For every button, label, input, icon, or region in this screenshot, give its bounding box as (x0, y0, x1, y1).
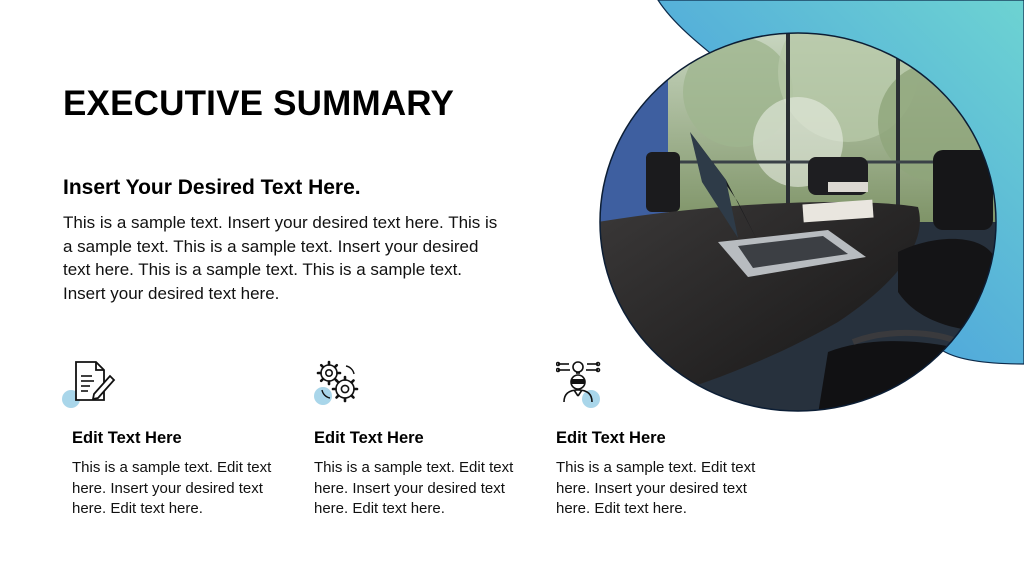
idea-person-icon (556, 358, 616, 414)
card-title: Edit Text Here (556, 429, 666, 447)
card-text: This is a sample text. Edit text here. Insert your desired text here. Edit text here. (556, 459, 756, 517)
feature-card-gears (314, 358, 544, 517)
page-title: EXECUTIVE SUMMARY (63, 84, 455, 123)
card-title: Edit Text Here (314, 429, 424, 447)
card-title: Edit Text Here (72, 429, 182, 447)
card-text: This is a sample text. Edit text here. Insert your desired text here. Edit text here. (72, 459, 272, 517)
intro-paragraph: This is a sample text. Insert your desired text here. This is a sample text. This is a sample text. Insert your desired text here. This is a sample text. This is a sample text. Insert your desired text here. (63, 213, 498, 303)
conference-room-photo (598, 32, 998, 414)
card-text: This is a sample text. Edit text here. Insert your desired text here. Edit text here. (314, 459, 514, 517)
document-edit-icon (72, 358, 132, 414)
gears-icon (314, 358, 374, 414)
feature-card-document (72, 358, 302, 517)
subtitle: Insert Your Desired Text Here. (63, 176, 361, 199)
feature-card-idea (556, 358, 786, 517)
